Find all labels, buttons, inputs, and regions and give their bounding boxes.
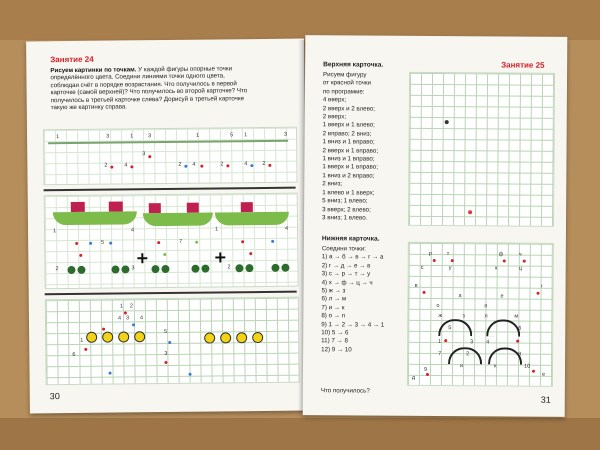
blue-point bbox=[189, 373, 192, 376]
point-label: 3 bbox=[164, 351, 168, 358]
connect-step: 10) 5 → 6 bbox=[321, 329, 349, 337]
blue-point bbox=[109, 242, 112, 245]
intro-line: У каждой фигуры опорные точки bbox=[138, 65, 233, 74]
intro-bold: Рисуем картинки по точкам. bbox=[50, 66, 137, 75]
wheel bbox=[201, 265, 209, 273]
point-label: 1 bbox=[244, 132, 248, 139]
point-label: 5 bbox=[448, 325, 452, 332]
point-label: т bbox=[446, 251, 450, 258]
wheel bbox=[67, 266, 75, 274]
program-step: 3 вверх; 2 влево; bbox=[322, 205, 371, 214]
point-label: л bbox=[484, 313, 488, 320]
program-step: 5 вниз; 1 влево; bbox=[322, 197, 368, 205]
point-label: 3 bbox=[131, 265, 135, 272]
blue-point bbox=[89, 242, 92, 245]
lesson-24-instructions bbox=[50, 65, 298, 112]
point-label: 4 bbox=[139, 315, 144, 322]
point-label: 1 bbox=[119, 303, 123, 310]
instruction-line: Соедини точки: bbox=[321, 245, 366, 253]
point-label: 4 bbox=[486, 339, 490, 346]
point-label: 4 bbox=[244, 161, 248, 168]
green-point bbox=[195, 241, 198, 244]
point-label: 3 bbox=[470, 339, 474, 346]
plus-sign bbox=[219, 252, 221, 262]
point-label: ж bbox=[438, 313, 443, 320]
point-label: е bbox=[500, 293, 504, 300]
blue-point bbox=[109, 372, 112, 375]
point-label: 1 bbox=[438, 339, 442, 346]
point-label: с bbox=[420, 264, 424, 271]
instruction-line: по программе: bbox=[322, 88, 365, 96]
point-label: а bbox=[458, 293, 462, 300]
point-label: д bbox=[411, 374, 416, 381]
red-point bbox=[79, 254, 82, 257]
program-step: 1 вверх и 1 вправо; bbox=[322, 163, 378, 172]
connect-step: 11) 7 → 8 bbox=[321, 337, 348, 345]
point-label: р bbox=[428, 250, 432, 257]
card-separator bbox=[45, 291, 297, 296]
lesson-title-24: Занятие 24 bbox=[50, 54, 94, 65]
connect-step: 12) 9 → 10 bbox=[321, 346, 352, 354]
point-label: м bbox=[514, 313, 519, 320]
connect-step: 2) г → д → е → в bbox=[321, 262, 371, 270]
intro-line: такую же картинку справа. bbox=[50, 103, 128, 112]
arc-shape bbox=[488, 347, 522, 364]
wheel bbox=[151, 265, 159, 273]
plus-sign bbox=[141, 253, 143, 263]
red-point bbox=[249, 252, 252, 255]
point-label: о bbox=[436, 303, 440, 310]
program-step: 2 вверх; bbox=[322, 113, 347, 121]
point-label: в bbox=[414, 282, 418, 289]
connect-step: 7) и → к bbox=[321, 304, 345, 312]
bottom-card-title: Нижняя карточка. bbox=[321, 235, 380, 243]
table-surface-bottom bbox=[0, 418, 600, 450]
blue-point bbox=[184, 165, 187, 168]
point-label: 2 bbox=[262, 160, 266, 167]
red-point bbox=[532, 370, 535, 373]
point-label: 4 bbox=[192, 161, 196, 168]
red-point bbox=[148, 155, 151, 158]
red-point bbox=[226, 164, 229, 167]
card-2-grid bbox=[44, 193, 299, 290]
ship-hull bbox=[143, 213, 213, 227]
arc-shape bbox=[448, 347, 482, 364]
red-point bbox=[523, 260, 526, 263]
instruction-line: Рисуем фигуру bbox=[323, 71, 367, 79]
red-point bbox=[110, 166, 113, 169]
point-label: 2 bbox=[104, 162, 108, 169]
card-1-line bbox=[48, 140, 288, 145]
yellow-circle bbox=[102, 332, 113, 343]
program-step: 2 вниз; bbox=[322, 180, 343, 188]
yellow-circle bbox=[118, 331, 129, 342]
point-label: ф bbox=[498, 251, 504, 258]
point-label: 2 bbox=[178, 161, 182, 168]
intro-line: получилось в третьей карточке слева? Дорисуй в третьей карточке bbox=[50, 94, 245, 104]
red-point bbox=[124, 311, 127, 314]
connect-step: 9) 1 → 2 → 3 → 4 → 1 bbox=[321, 320, 385, 329]
bottom-card-instructions bbox=[321, 245, 412, 355]
program-step: 1 вверх и 1 влево; bbox=[322, 121, 375, 130]
intro-line: определённого цвета. Соедини линиями точки одного цвета, bbox=[50, 72, 225, 82]
ship-cabin bbox=[71, 202, 85, 212]
yellow-circle bbox=[86, 332, 97, 343]
yellow-circle bbox=[236, 332, 247, 343]
point-label: ц bbox=[518, 265, 522, 272]
point-label: 5 bbox=[101, 239, 105, 246]
wheel bbox=[191, 265, 199, 273]
point-label: 2 bbox=[129, 303, 133, 310]
page-number-right: 31 bbox=[540, 394, 551, 405]
connect-step: 6) л → м bbox=[321, 295, 347, 303]
point-label: 1 bbox=[56, 134, 60, 141]
top-card-title: Верхняя карточка. bbox=[323, 61, 384, 69]
point-label: г bbox=[540, 283, 543, 290]
wheel bbox=[111, 266, 119, 274]
red-point bbox=[164, 361, 167, 364]
ship-cabin bbox=[241, 202, 253, 212]
point-label: е bbox=[541, 371, 546, 378]
lesson-title-25: Занятие 25 bbox=[501, 60, 545, 70]
wheel bbox=[281, 264, 289, 272]
red-point bbox=[200, 165, 203, 168]
point-label: х bbox=[494, 265, 498, 272]
black-point bbox=[445, 120, 449, 124]
point-label: и bbox=[460, 363, 464, 370]
point-label: 2 bbox=[227, 264, 231, 271]
point-label: з bbox=[462, 313, 465, 320]
point-label: 4 bbox=[131, 227, 135, 234]
ship-cabin bbox=[109, 201, 123, 211]
red-point bbox=[102, 328, 105, 331]
wheel bbox=[121, 265, 129, 273]
wheel bbox=[245, 264, 253, 272]
point-label: ч bbox=[518, 251, 522, 258]
point-label: 5 bbox=[164, 329, 168, 336]
red-point bbox=[516, 340, 519, 343]
yellow-circle bbox=[252, 332, 263, 343]
intro-line: карточке (самой верхней)? Что получилось во второй карточке? Что bbox=[50, 87, 248, 97]
point-label: 2 bbox=[220, 161, 224, 168]
point-label: 7 bbox=[179, 238, 183, 245]
card-1-grid bbox=[43, 127, 298, 186]
blue-point bbox=[250, 164, 253, 167]
point-label: 4 bbox=[117, 315, 122, 322]
red-point bbox=[157, 241, 160, 244]
left-page bbox=[26, 39, 308, 414]
page-number-left: 30 bbox=[49, 391, 60, 402]
wheel bbox=[161, 265, 169, 273]
connect-step: 3) с → р → т → у bbox=[321, 270, 371, 278]
wheel bbox=[77, 266, 85, 274]
point-label: у bbox=[448, 265, 452, 272]
card-separator bbox=[44, 187, 296, 192]
connect-step: 5) ж → з bbox=[321, 287, 346, 295]
ship-cabin bbox=[187, 203, 199, 213]
ship-cabin bbox=[149, 203, 161, 213]
connect-step: 8) о → п bbox=[321, 312, 346, 320]
red-point bbox=[444, 339, 447, 342]
point-label: 10 bbox=[523, 363, 531, 370]
arc-shape bbox=[438, 319, 472, 336]
red-point bbox=[503, 259, 506, 262]
program-step: 3 вниз; 1 влево. bbox=[322, 214, 368, 222]
blue-point bbox=[271, 240, 274, 243]
point-label: 7 bbox=[438, 351, 442, 358]
program-step: 4 вверх; bbox=[322, 96, 347, 104]
point-label: 4 bbox=[124, 162, 128, 169]
point-label: 1 bbox=[196, 132, 200, 139]
wheel bbox=[271, 264, 279, 272]
yellow-circle bbox=[134, 331, 145, 342]
program-step: 1 влево и 1 вверх; bbox=[322, 188, 375, 197]
card-3-grid bbox=[45, 297, 300, 386]
point-label: 2 bbox=[55, 266, 59, 273]
point-label: 9 bbox=[423, 366, 428, 373]
point-label: 3 bbox=[106, 133, 110, 140]
point-label: 6 bbox=[72, 351, 76, 358]
red-point bbox=[75, 242, 78, 245]
red-point bbox=[451, 259, 454, 262]
ship-hull bbox=[53, 211, 137, 225]
right-page bbox=[303, 35, 568, 417]
point-label: п bbox=[484, 303, 488, 310]
point-label: 3 bbox=[142, 151, 146, 158]
arc-shape bbox=[486, 319, 520, 336]
point-label: 4 bbox=[285, 225, 289, 232]
connect-step: 4) х → ф → ц → ч bbox=[321, 278, 373, 287]
point-label: 5 bbox=[230, 132, 234, 139]
point-label: 3 bbox=[125, 315, 130, 322]
green-point bbox=[163, 253, 166, 256]
red-point bbox=[423, 291, 426, 294]
connect-step: 1) а → б → в → г → а bbox=[321, 253, 384, 262]
point-label: 6 bbox=[518, 325, 522, 332]
question-text: Что получилось? bbox=[320, 387, 370, 395]
instruction-line: от красной точки bbox=[322, 79, 372, 87]
point-label: к bbox=[494, 363, 497, 370]
yellow-circle bbox=[204, 333, 215, 344]
program-step: 2 вправо; 2 вниз; bbox=[322, 130, 372, 138]
point-label: 2 bbox=[466, 351, 470, 358]
intro-line: соблюдая счёт в порядке возрастания. Что получилось в первой bbox=[50, 80, 237, 90]
program-step: 1 вниз и 1 вправо; bbox=[322, 155, 375, 163]
red-point bbox=[84, 348, 87, 351]
program-step: 1 вниз и 2 вправо; bbox=[322, 172, 375, 180]
program-step: 1 вниз и 1 вправо; bbox=[322, 138, 375, 146]
point-label: 8 bbox=[518, 351, 522, 358]
program-step: 2 вверх и 2 влево; bbox=[322, 104, 376, 113]
point-label: 1 bbox=[80, 337, 84, 344]
wheel bbox=[235, 264, 243, 272]
blue-point bbox=[132, 323, 135, 326]
blue-point bbox=[168, 341, 171, 344]
red-point bbox=[537, 292, 540, 295]
red-point bbox=[268, 164, 271, 167]
program-step: 2 вверх и 1 вправо; bbox=[322, 146, 379, 155]
table-surface-top bbox=[0, 0, 600, 40]
red-point bbox=[130, 165, 133, 168]
top-card-grid bbox=[408, 72, 555, 227]
point-label: 1 bbox=[130, 133, 134, 140]
yellow-circle bbox=[220, 332, 231, 343]
top-card-instructions bbox=[322, 71, 403, 223]
ship-hull bbox=[215, 212, 289, 226]
red-point bbox=[426, 373, 429, 376]
point-label: 1 bbox=[53, 228, 57, 235]
red-start-point bbox=[468, 210, 472, 214]
point-label: 3 bbox=[148, 133, 152, 140]
point-label: 1 bbox=[215, 226, 219, 233]
red-point bbox=[241, 240, 244, 243]
red-point bbox=[433, 259, 436, 262]
bottom-card-grid bbox=[407, 242, 554, 387]
point-label: 3 bbox=[284, 131, 288, 138]
